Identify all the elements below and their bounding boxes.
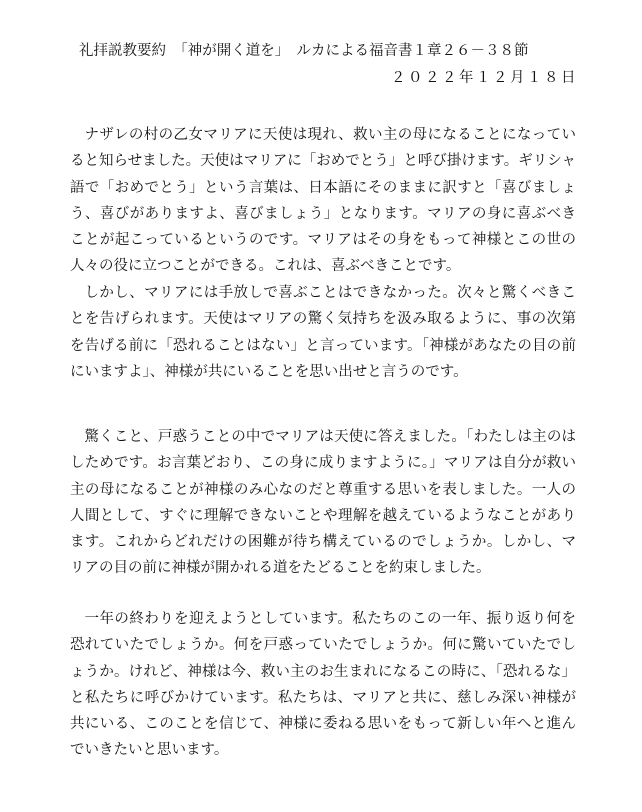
paragraph-2: しかし、マリアには手放しで喜ぶことはできなかった。次々と驚くべきことを告げられます。天使はマリアの驚く気持ちを汲み取るように、事の次第を告げる前に「恐れることはない」と言っています。「神様があなたの目の前にいますよ」、神様が共にいることを思い出せと言うのです。 bbox=[70, 285, 576, 380]
sermon-title: 礼拝説教要約 「神が開く道を」 ルカによる福音書１章２６－３８節 bbox=[79, 43, 529, 59]
sermon-date: ２０２２年１２月１８日 bbox=[391, 70, 578, 86]
paragraph-4: 一年の終わりを迎えようとしています。私たちのこの一年、振り返り何を恐れていたでしょうか。何を戸惑っていたでしょうか。何に驚いていたでしょうか。けれど、神様は今、救い主のお生まれになるこの時に、「恐れるな」と私たちに呼びかけています。私たちは、マリアと共に、慈しみ深い神様が共にいる、このことを信じて、神様に委ねる思いをもって新しい年へと進んでいきたいと思います。 bbox=[70, 611, 576, 759]
paragraph-1: ナザレの村の乙女マリアに天使は現れ、救い主の母になることになっていると知らせました。天使はマリアに「おめでとう」と呼び掛けます。ギリシャ語で「おめでとう」という言葉は、日本語にそのままに訳すと「喜びましょう、喜びがありますよ、喜びましょう」となります。マリアの身に喜ぶべきことが起こっているというのです。マリアはその身をもって神様とこの世の人々の役に立つことができる。これは、喜ぶべきことです。 bbox=[70, 127, 576, 275]
paragraph-3: 驚くこと、戸惑うことの中でマリアは天使に答えました。「わたしは主のはしためです。お言葉どおり、この身に成りますように。」マリアは自分が救い主の母になることが神様のみ心なのだと尊重する思いを表しました。一人の人間として、すぐに理解できないことや理解を越えているようなことがあります。これからどれだけの困難が待ち構えているのでしょうか。しかし、マリアの目の前に神様が開かれる道をたどることを約束しました。 bbox=[70, 429, 576, 577]
